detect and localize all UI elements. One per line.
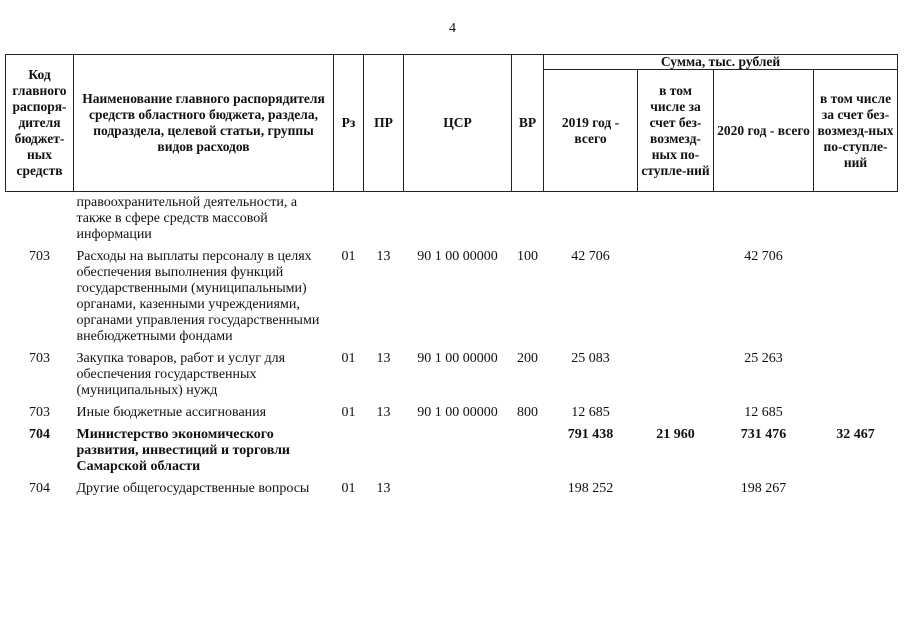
cell-csr: 90 1 00 00000: [417, 249, 498, 264]
cell-2020-total: [714, 192, 814, 248]
cell-2019-grants: 21 960: [656, 427, 695, 442]
cell-code: 704: [29, 427, 50, 442]
cell-name: Закупка товаров, работ и услуг для обеспечения государственных (муниципальных) нужд: [76, 351, 286, 398]
header-2020-grants: в том числе за счет без-возмезд-ных по-ступле-ний: [814, 70, 898, 192]
table-row: [6, 349, 898, 403]
cell-2019-total: [544, 192, 638, 248]
cell-2020-grants: 32 467: [836, 427, 875, 442]
cell-code: 703: [29, 405, 50, 420]
header-code: Код главного распоря-дителя бюджет-ных средств: [6, 55, 74, 192]
cell-csr: [404, 479, 512, 501]
cell-csr: 90 1 00 00000: [417, 405, 498, 420]
cell-rz: 01: [341, 249, 356, 264]
cell-2019-grants: [638, 479, 714, 501]
table-row: [6, 425, 898, 479]
cell-2020-total: 42 706: [744, 249, 783, 264]
cell-2020-total: 25 263: [744, 351, 783, 366]
cell-code: [6, 192, 74, 248]
budget-table: [5, 54, 898, 501]
cell-pr: 13: [376, 249, 391, 264]
cell-2019-total: 12 685: [571, 405, 610, 420]
cell-2020-grants: [814, 192, 898, 248]
cell-csr: 90 1 00 00000: [417, 351, 498, 366]
page-number: 4: [449, 21, 456, 36]
cell-name: Министерство экономического развития, инвестиций и торговли Самарской области: [76, 427, 290, 474]
cell-rz: 01: [341, 405, 356, 420]
header-rz: Рз: [334, 55, 364, 192]
header-name: Наименование главного распорядителя средств областного бюджета, раздела, подраздела, целевой статьи, группы видов расходов: [74, 55, 334, 192]
header-2019-grants: в том числе за счет без-возмезд-ных по-ступле-ний: [638, 70, 714, 192]
cell-vr: [512, 425, 544, 479]
cell-2019-grants: [638, 403, 714, 425]
cell-2020-total: 731 476: [740, 427, 787, 442]
cell-pr: 13: [376, 405, 391, 420]
cell-2019-total: 25 083: [571, 351, 610, 366]
table-row: [6, 403, 898, 425]
header-pr: ПР: [364, 55, 404, 192]
cell-vr: [512, 479, 544, 501]
cell-pr: [364, 192, 404, 248]
cell-csr: [404, 192, 512, 248]
cell-2020-grants: [814, 349, 898, 403]
cell-vr: 100: [517, 249, 538, 264]
cell-rz: 01: [341, 481, 356, 496]
cell-2020-grants: [814, 479, 898, 501]
cell-pr: 13: [376, 351, 391, 366]
cell-name: Расходы на выплаты персоналу в целях обеспечения выполнения функций государственными (муниципальными) органами, казенными учреждениями, органами управления государственными внебюджетными фондами: [76, 249, 320, 344]
cell-2020-total: 12 685: [744, 405, 783, 420]
cell-vr: 200: [517, 351, 538, 366]
cell-name: Другие общегосударственные вопросы: [76, 481, 310, 496]
cell-2019-grants: [638, 192, 714, 248]
cell-2020-grants: [814, 247, 898, 349]
cell-2019-total: 42 706: [571, 249, 610, 264]
cell-vr: [512, 192, 544, 248]
header-csr: ЦСР: [404, 55, 512, 192]
cell-code: 703: [29, 351, 50, 366]
cell-2019-grants: [638, 349, 714, 403]
cell-2019-total: 791 438: [567, 427, 614, 442]
cell-vr: 800: [517, 405, 538, 420]
cell-2020-total: 198 267: [740, 481, 787, 496]
cell-code: 703: [29, 249, 50, 264]
cell-name: Иные бюджетные ассигнования: [76, 405, 267, 420]
cell-rz: [334, 425, 364, 479]
table-row: [6, 479, 898, 501]
cell-name: правоохранительной деятельности, а также в сфере средств массовой информации: [76, 195, 298, 242]
cell-pr: [364, 425, 404, 479]
cell-rz: [334, 192, 364, 248]
cell-2019-total: 198 252: [567, 481, 614, 496]
cell-csr: [404, 425, 512, 479]
table-header: [6, 55, 898, 192]
header-2019-total: 2019 год - всего: [544, 70, 638, 192]
table-body: [6, 192, 898, 502]
cell-rz: 01: [341, 351, 356, 366]
header-sum-group: Сумма, тыс. рублей: [544, 55, 898, 70]
cell-2020-grants: [814, 403, 898, 425]
cell-2019-grants: [638, 247, 714, 349]
table-row: [6, 247, 898, 349]
table-row: [6, 192, 898, 248]
cell-pr: 13: [376, 481, 391, 496]
header-vr: ВР: [512, 55, 544, 192]
header-2020-total: 2020 год - всего: [714, 70, 814, 192]
cell-code: 704: [29, 481, 50, 496]
